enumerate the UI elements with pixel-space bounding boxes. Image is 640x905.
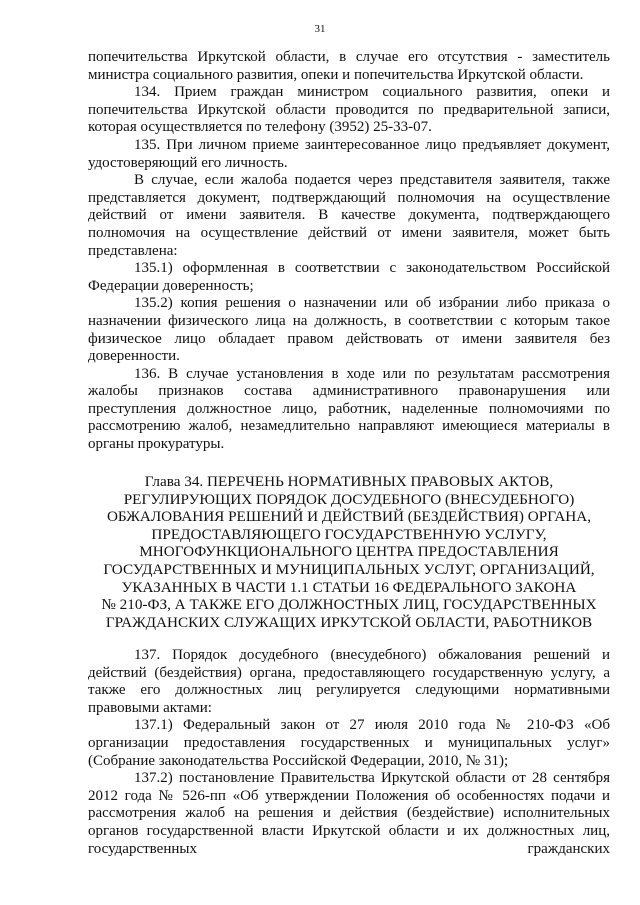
page-number: 31 (314, 23, 326, 35)
paragraph-135: 135. При личном приеме заинтересованное лицо предъявляет документ, удостоверяющий его личность. (88, 136, 610, 171)
heading-line: УКАЗАННЫХ В ЧАСТИ 1.1 СТАТЬИ 16 ФЕДЕРАЛЬНОГО ЗАКОНА (121, 578, 577, 596)
paragraph-137: 137. Порядок досудебного (внесудебного) обжалования решений и действий (бездействия) органа, предоставляющего государственную услугу, а также его должностных лиц регулируется следующими нормативными правовыми актами: (88, 647, 610, 716)
paragraph: В случае, если жалоба подается через представителя заявителя, также представляется документ, подтверждающий полномочия на осуществление действий от имени заявителя. В качестве документа, подтверждающего полномочия на осуществление действий от имени заявителя, может быть представлена: (88, 172, 610, 259)
paragraph: попечительства Иркутской области, в случае его отсутствия - заместитель министра социального развития, опеки и попечительства Иркутской области. (88, 49, 610, 83)
bottom-text-block (88, 647, 610, 858)
top-text-block (88, 49, 610, 454)
heading-line: Глава 34. ПЕРЕЧЕНЬ НОРМАТИВНЫХ ПРАВОВЫХ АКТОВ, (144, 473, 554, 490)
paragraph-137-1: 137.1) Федеральный закон от 27 июля 2010 года № 210-ФЗ «Об организации предоставления государственных и муниципальных услуг» (Собрание законодательства Российской Федерации, 2010, № 31); (88, 717, 610, 769)
paragraph-135-2: 135.2) копия решения о назначении или об избрании либо приказа о назначении физического лица на должность, в соответствии с которым такое физическое лицо обладает правом действовать от имени заявителя без доверенности. (88, 295, 610, 365)
heading-line: ГОСУДАРСТВЕННЫХ И МУНИЦИПАЛЬНЫХ УСЛУГ, ОРГАНИЗАЦИЙ, (103, 560, 595, 578)
heading-line: № 210-ФЗ, А ТАКЖЕ ЕГО ДОЛЖНОСТНЫХ ЛИЦ, ГОСУДАРСТВЕННЫХ (101, 596, 597, 614)
paragraph-137-2: 137.2) постановление Правительства Иркутской области от 28 сентября 2012 года № 526-пп «Об утверждении Положения об особенностях подачи и рассмотрения жалоб на решения и действия (бездействие) исполнительных органов государственной власти Иркутской области и их должностных лиц, государственных гражданских (88, 770, 610, 857)
heading-line: РЕГУЛИРУЮЩИХ ПОРЯДОК ДОСУДЕБНОГО (ВНЕСУДЕБНОГО) (123, 490, 575, 508)
paragraph-135-1: 135.1) оформленная в соответствии с законодательством Российской Федерации доверенность; (88, 260, 610, 294)
chapter-heading (88, 473, 610, 631)
heading-line: ПРЕДОСТАВЛЯЮЩЕГО ГОСУДАРСТВЕННУЮ УСЛУГУ, (151, 525, 547, 543)
heading-line: ГРАЖДАНСКИХ СЛУЖАЩИХ ИРКУТСКОЙ ОБЛАСТИ, РАБОТНИКОВ (105, 613, 593, 631)
heading-line: МНОГОФУНКЦИОНАЛЬНОГО ЦЕНТРА ПРЕДОСТАВЛЕНИЯ (139, 543, 559, 561)
paragraph-136: 136. В случае установления в ходе или по результатам рассмотрения жалобы признаков состава административного правонарушения или преступления должностное лицо, работник, наделенные полномочиями по рассмотрению жалоб, незамедлительно направляют имеющиеся материалы в органы прокуратуры. (88, 365, 610, 453)
paragraph-134: 134. Прием граждан министром социального развития, опеки и попечительства Иркутской области проводится по предварительной записи, которая осуществляется по телефону (3952) 25-33-07. (88, 84, 610, 136)
heading-line: ОБЖАЛОВАНИЯ РЕШЕНИЙ И ДЕЙСТВИЙ (БЕЗДЕЙСТВИЯ) ОРГАНА, (106, 508, 592, 526)
